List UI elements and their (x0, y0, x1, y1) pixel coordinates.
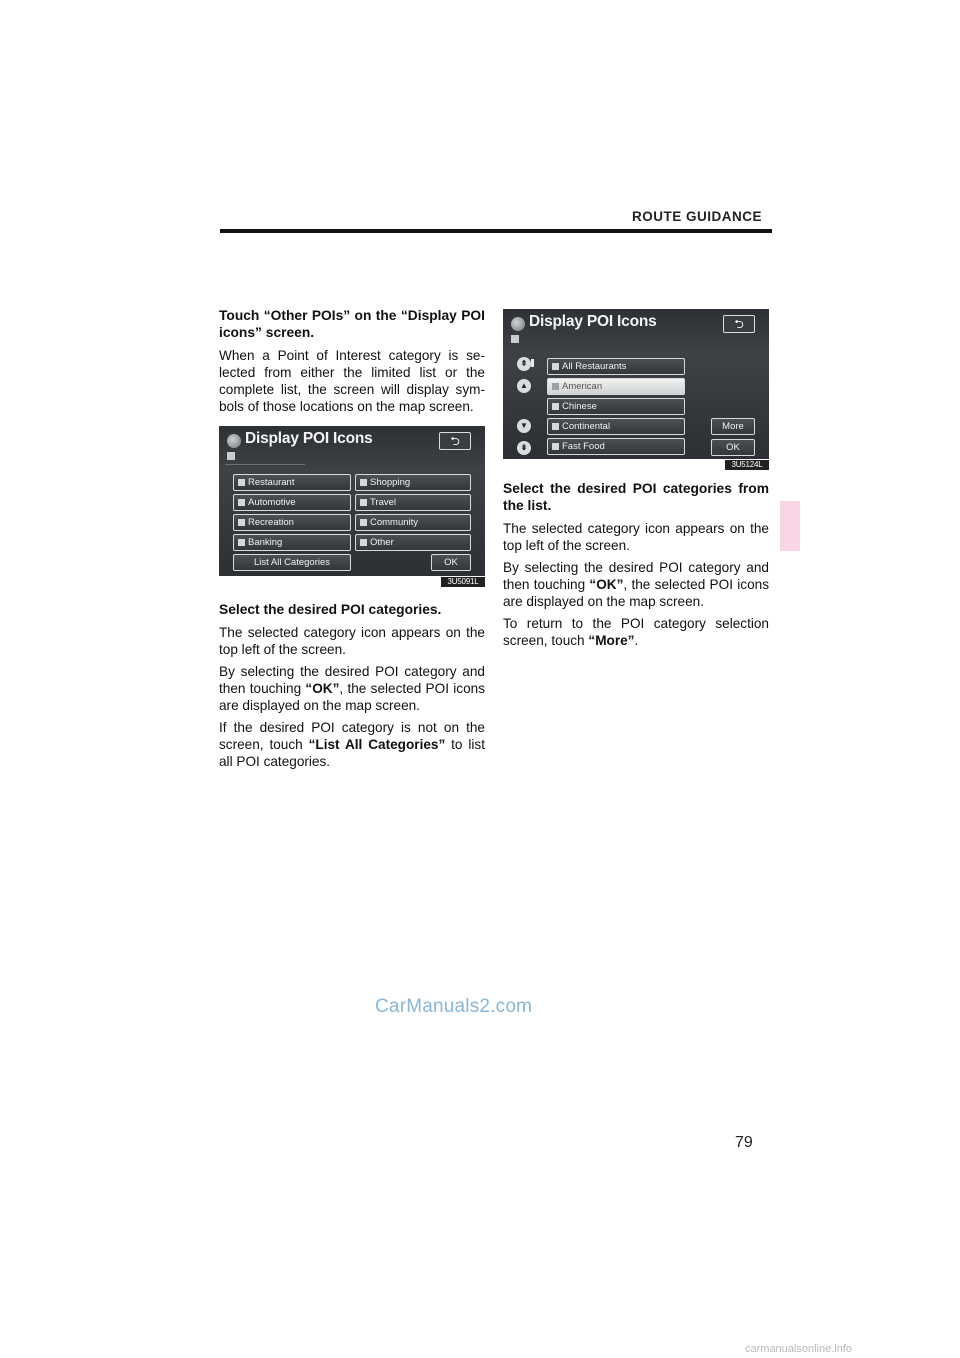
category-button-travel[interactable]: Travel (355, 494, 471, 511)
paragraph: To return to the POI category selection screen, touch “More”. (503, 616, 769, 648)
screen-title: Display POI Icons (245, 430, 373, 447)
page-up-icon[interactable]: ⇞ (517, 357, 531, 371)
poi-list-screenshot (503, 309, 769, 459)
category-button-recreation[interactable]: Recreation (233, 514, 351, 531)
continental-icon (552, 423, 559, 430)
footer-watermark: carmanualsonline.info (745, 1343, 853, 1355)
page-down-icon[interactable]: ⇟ (517, 441, 531, 455)
back-button[interactable]: ⮌ (723, 315, 755, 333)
category-button-other[interactable]: Other (355, 534, 471, 551)
community-icon (360, 519, 367, 526)
chinese-icon (552, 403, 559, 410)
restaurant-icon (238, 479, 245, 486)
paragraph: By selecting the desired POI category and then touching “OK”, the selected POI icons are displayed on the map screen. (219, 664, 485, 713)
banking-icon (238, 539, 245, 546)
poi-title-icon (227, 434, 241, 448)
american-icon (552, 383, 559, 390)
divider (225, 464, 305, 465)
list-item-american[interactable]: American (547, 378, 685, 395)
travel-icon (360, 499, 367, 506)
paragraph: By selecting the desired POI category and then touching “OK”, the selected POI icons are displayed on the map screen. (503, 560, 769, 609)
left-column (219, 307, 485, 775)
chapter-tab (780, 501, 800, 551)
list-item-all-restaurants[interactable]: All Restaurants (547, 358, 685, 375)
poi-screen-screenshot (219, 426, 485, 576)
more-button[interactable]: More (711, 418, 755, 435)
page-number: 79 (735, 1134, 753, 1151)
list-item-continental[interactable]: Continental (547, 418, 685, 435)
step-instruction: Touch “Other POIs” on the “Display POI icons” screen. (219, 308, 485, 340)
selected-category-icon (511, 335, 519, 343)
paragraph: When a Point of Interest category is se-lected from either the limited list or the complete list, the screen will display sym-bols of those locations on the map screen. (219, 348, 485, 414)
paragraph: If the desired POI category is not on the screen, touch “List All Categories” to list all POI categories. (219, 720, 485, 769)
category-button-shopping[interactable]: Shopping (355, 474, 471, 491)
category-button-banking[interactable]: Banking (233, 534, 351, 551)
screen-title: Display POI Icons (529, 313, 657, 330)
right-column (503, 309, 769, 654)
category-button-community[interactable]: Community (355, 514, 471, 531)
other-icon (360, 539, 367, 546)
figure-code: 3U5124L (725, 460, 769, 470)
section-title: ROUTE GUIDANCE (631, 209, 762, 224)
ok-button[interactable]: OK (711, 439, 755, 456)
scroll-position-indicator (531, 359, 534, 367)
fast-food-icon (552, 443, 559, 450)
category-button-restaurant[interactable]: Restaurant (233, 474, 351, 491)
paragraph: The selected category icon appears on the top left of the screen. (503, 521, 769, 553)
back-button[interactable]: ⮌ (439, 432, 471, 450)
recreation-icon (238, 519, 245, 526)
figure-code: 3U5091L (441, 577, 485, 587)
watermark: CarManuals2.com (375, 996, 533, 1017)
selected-category-icon (227, 452, 235, 460)
automotive-icon (238, 499, 245, 506)
step-instruction: Select the desired POI categories from the list. (503, 481, 769, 513)
list-item-chinese[interactable]: Chinese (547, 398, 685, 415)
paragraph: The selected category icon appears on the top left of the screen. (219, 625, 485, 657)
list-all-categories-button[interactable]: List All Categories (233, 554, 351, 571)
list-item-fast-food[interactable]: Fast Food (547, 438, 685, 455)
scroll-down-icon[interactable]: ▼ (517, 419, 531, 433)
category-button-automotive[interactable]: Automotive (233, 494, 351, 511)
step-instruction: Select the desired POI categories. (219, 602, 442, 617)
poi-title-icon (511, 317, 525, 331)
all-restaurants-icon (552, 363, 559, 370)
shopping-icon (360, 479, 367, 486)
ok-button[interactable]: OK (431, 554, 471, 571)
scroll-up-icon[interactable]: ▲ (517, 379, 531, 393)
header-rule (220, 229, 772, 233)
